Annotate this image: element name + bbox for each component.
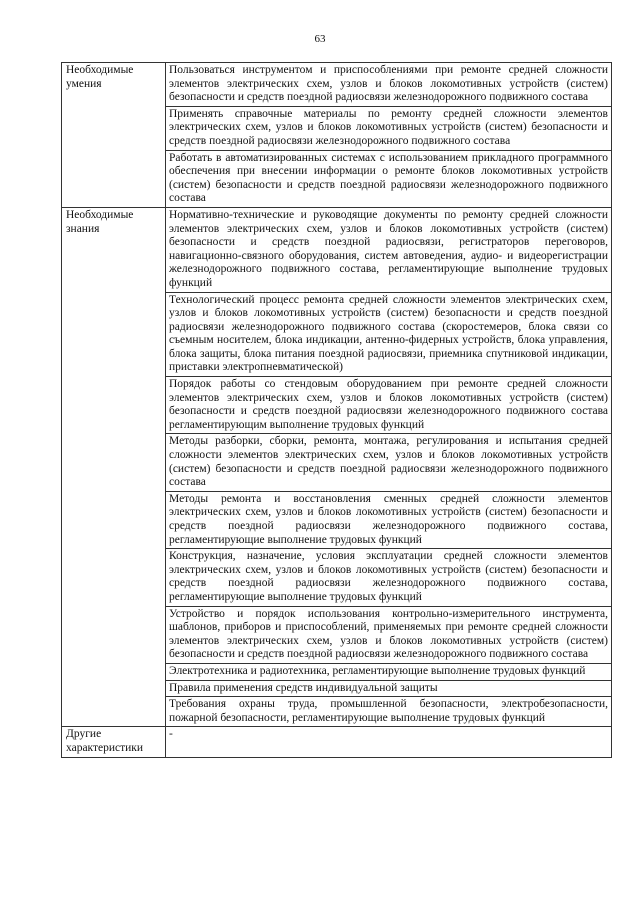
skill-item: Пользоваться инструментом и приспособлениями при ремонте средней сложности элементов электрических схем, узлов и блоков локомотивных устройств (систем) безопасности и средств поездной радиосвязи железнодорожного подвижного состава — [166, 63, 612, 107]
knowledge-item: Технологический процесс ремонта средней сложности элементов электрических схем, узлов и блоков локомотивных устройств (систем) безопасности и средств поездной радиосвязи железнодорожного подвижного состава (скоростемеров, блока связи со съемным носителем, блока индикации, антенно-фидерных устройств, блока управления, блока защиты, блока питания поездной радиосвязи, приемника спутниковой индикации, приставки электропневматической) — [166, 292, 612, 377]
knowledge-item: Нормативно-технические и руководящие документы по ремонту средней сложности элементов электрических схем, узлов и блоков локомотивных устройств (систем) безопасности и средств поездной радиосвязи, регистраторов переговоров, навигационно-связного оборудования, систем автоведения, аудио- и видеорегистрации железнодорожного подвижного состава, регламентирующие выполнение трудовых функций — [166, 207, 612, 292]
knowledge-item: Правила применения средств индивидуальной защиты — [166, 680, 612, 697]
skill-item: Применять справочные материалы по ремонту средней сложности элементов электрических схем, узлов и блоков локомотивных устройств (систем) безопасности и средств поездной радиосвязи железнодорожного подвижного состава — [166, 106, 612, 150]
knowledge-item: Конструкция, назначение, условия эксплуатации средней сложности элементов электрических схем, узлов и блоков локомотивных устройств (систем) безопасности и средств поездной радиосвязи железнодорожного подвижного состава, регламентирующие выполнение трудовых функций — [166, 549, 612, 606]
table-row — [62, 727, 612, 757]
knowledge-item: Требования охраны труда, промышленной безопасности, электробезопасности, пожарной безопасности, регламентирующие выполнение трудовых функций — [166, 697, 612, 727]
table-row — [62, 207, 612, 292]
row-label-skills: Необходимые умения — [62, 63, 166, 208]
row-label-knowledge: Необходимые знания — [62, 207, 166, 726]
knowledge-item: Порядок работы со стендовым оборудованием при ремонте средней сложности элементов электрических схем, узлов и блоков локомотивных устройств (систем) безопасности и средств поездной радиосвязи железнодорожного подвижного состава регламентирующим выполнение трудовых функций — [166, 377, 612, 434]
requirements-table — [61, 62, 612, 758]
knowledge-item: Электротехника и радиотехника, регламентирующие выполнение трудовых функций — [166, 663, 612, 680]
page-number: 63 — [314, 33, 326, 45]
knowledge-item: Методы разборки, сборки, ремонта, монтажа, регулирования и испытания средней сложности элементов электрических схем, узлов и блоков локомотивных устройств (систем) безопасности и средств поездной радиосвязи железнодорожного подвижного состава — [166, 434, 612, 491]
other-item: - — [166, 727, 612, 757]
row-label-other: Другие характеристики — [62, 727, 166, 757]
table-row — [62, 63, 612, 107]
knowledge-item: Устройство и порядок использования контрольно-измерительного инструмента, шаблонов, приборов и приспособлений, применяемых при ремонте средней сложности элементов электрических схем, узлов и блоков локомотивных устройств (систем) безопасности и средств поездной радиосвязи железнодорожного подвижного состава — [166, 606, 612, 663]
knowledge-item: Методы ремонта и восстановления сменных средней сложности элементов электрических схем, узлов и блоков локомотивных устройств (систем) безопасности и средств поездной радиосвязи железнодорожного подвижного состава, регламентирующие выполнение трудовых функций — [166, 491, 612, 548]
skill-item: Работать в автоматизированных системах с использованием прикладного программного обеспечения при внесении информации о ремонте блоков локомотивных устройств (систем) безопасности и средств поездной радиосвязи железнодорожного подвижного состава — [166, 150, 612, 207]
